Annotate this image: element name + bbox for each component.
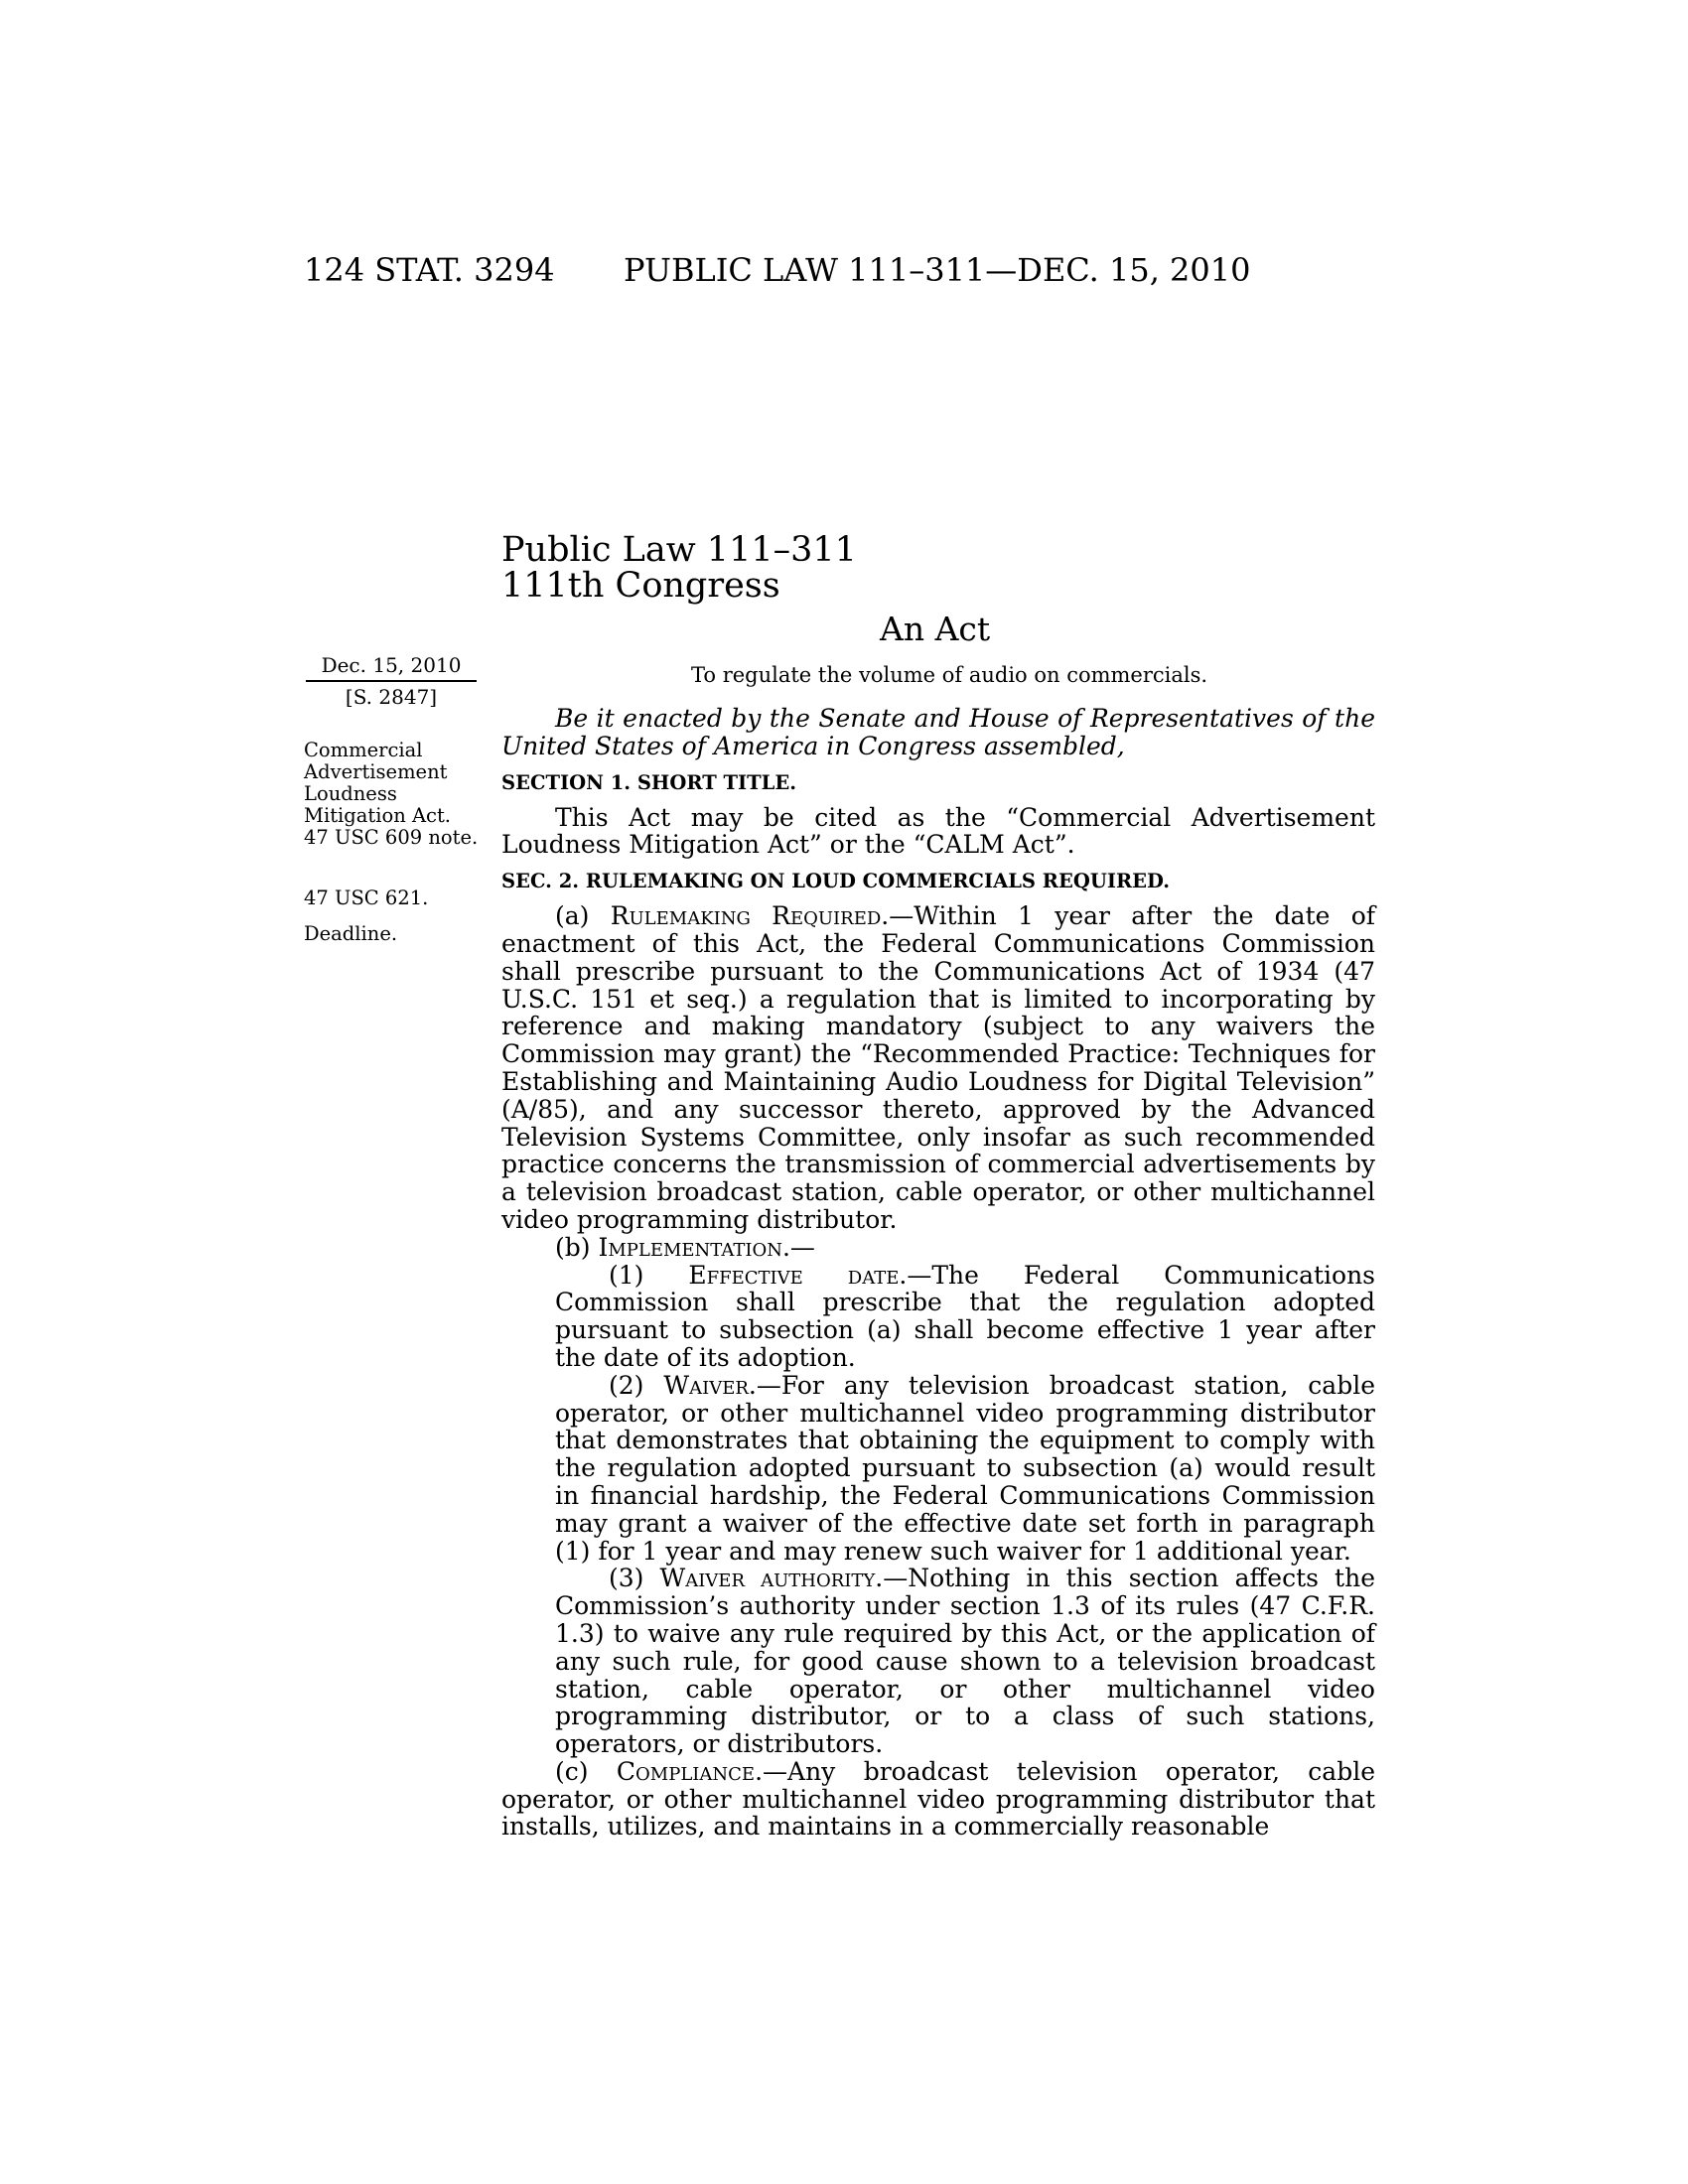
subsection-a-label: (a) <box>555 901 611 931</box>
bill-number: [S. 2847] <box>345 685 438 709</box>
paragraph-b1-text: .—The Federal Communications Commission shall prescribe that the regulation adopted pursuant to subsection (a) shall become effective 1 year after the date of its adoption. <box>555 1260 1375 1372</box>
margin-note-usc-621: 47 USC 621. <box>304 887 429 909</box>
subsection-a-heading: Rulemaking Required <box>610 901 882 931</box>
act-body <box>501 705 1375 1841</box>
section-1-text: This Act may be cited as the “Commercial Advertisement Loudness Mitigation Act” or the “CALM Act”. <box>501 802 1375 860</box>
margin-note-deadline: Deadline. <box>304 922 398 945</box>
margin-note-short-title <box>304 740 478 849</box>
margin-note-line: 47 USC 609 note. <box>304 826 479 849</box>
subsection-c-label: (c) <box>555 1756 617 1786</box>
paragraph-b3-heading: Waiver authority <box>659 1564 876 1593</box>
act-label: An Act <box>880 610 991 648</box>
enactment-date-block <box>306 652 477 710</box>
running-title: PUBLIC LAW 111–311—DEC. 15, 2010 <box>624 251 1251 289</box>
subsection-a <box>501 902 1375 1234</box>
section-1-heading: SECTION 1. SHORT TITLE. <box>501 770 797 794</box>
paragraph-b3-label: (3) <box>609 1564 660 1593</box>
subsection-b-label: (b) <box>555 1232 599 1262</box>
paragraph-b2 <box>501 1372 1375 1566</box>
margin-note-line: Loudness <box>304 782 397 805</box>
paragraph-b2-text: .—For any television broadcast station, cable operator, or other multichannel video programming distributor that demonstrates that obtaining the equipment to comply with the regulation adopted pursuant to subsection (a) would result in financial hardship, the Federal Communications Commission may grant a waiver of the effective date set forth in paragraph (1) for 1 year and may renew such waiver for 1 additional year. <box>555 1370 1376 1566</box>
paragraph-b3-text: .—Nothing in this section affects the Commission’s authority under section 1.3 of its rules (47 C.F.R. 1.3) to waive any rule required by this Act, or the application of any such rule, for good cause shown to a television broadcast station, cable operator, or other multichannel video programming distributor, or to a class of such stations, operators, or distributors. <box>555 1564 1375 1759</box>
congress: 111th Congress <box>501 566 780 606</box>
paragraph-b1 <box>501 1262 1375 1372</box>
paragraph-b3 <box>501 1565 1375 1758</box>
enactment-date: Dec. 15, 2010 <box>321 653 462 677</box>
paragraph-b2-label: (2) <box>609 1370 664 1400</box>
enacting-clause: Be it enacted by the Senate and House of Representatives of the United States of America in Congress assembled, <box>501 704 1375 760</box>
act-purpose: To regulate the volume of audio on commercials. <box>691 663 1208 687</box>
margin-note-line: Mitigation Act. <box>304 804 451 827</box>
stat-page-number: 124 STAT. 3294 <box>304 251 555 289</box>
date-divider <box>306 680 477 682</box>
subsection-b <box>501 1234 1375 1262</box>
paragraph-b2-heading: Waiver <box>663 1370 749 1400</box>
law-number: Public Law 111–311 <box>501 530 857 570</box>
subsection-c-text: .—Any broadcast television operator, cable operator, or other multichannel video programming distributor that installs, utilizes, and maintains in a commercially reasonable <box>501 1756 1375 1842</box>
subsection-b-text: .— <box>781 1232 815 1262</box>
subsection-b-heading: Implementation <box>598 1232 782 1262</box>
margin-note-line: Commercial <box>304 739 423 761</box>
law-title-block <box>501 532 857 604</box>
subsection-c-heading: Compliance <box>616 1756 756 1786</box>
section-2-heading: SEC. 2. RULEMAKING ON LOUD COMMERCIALS REQUIRED. <box>501 870 1171 893</box>
paragraph-b1-label: (1) <box>609 1260 689 1290</box>
subsection-a-text: .—Within 1 year after the date of enactment of this Act, the Federal Communications Commission shall prescribe pursuant to the Communications Act of 1934 (47 U.S.C. 151 et seq.) a regulation that is limited to incorporating by reference and making mandatory (subject to any waivers the Commission may grant) the “Recommended Practice: Techniques for Establishing and Maintaining Audio Loudness for Digital Television” (A/85), and any successor thereto, approved by the Advanced Television Systems Committee, only insofar as such recommended practice concerns the transmission of commercial advertisements by a television broadcast station, cable operator, or other multichannel video programming distributor. <box>501 901 1376 1234</box>
paragraph-b1-heading: Effective date <box>688 1260 900 1290</box>
subsection-c <box>501 1758 1375 1841</box>
margin-note-line: Advertisement <box>304 760 448 783</box>
